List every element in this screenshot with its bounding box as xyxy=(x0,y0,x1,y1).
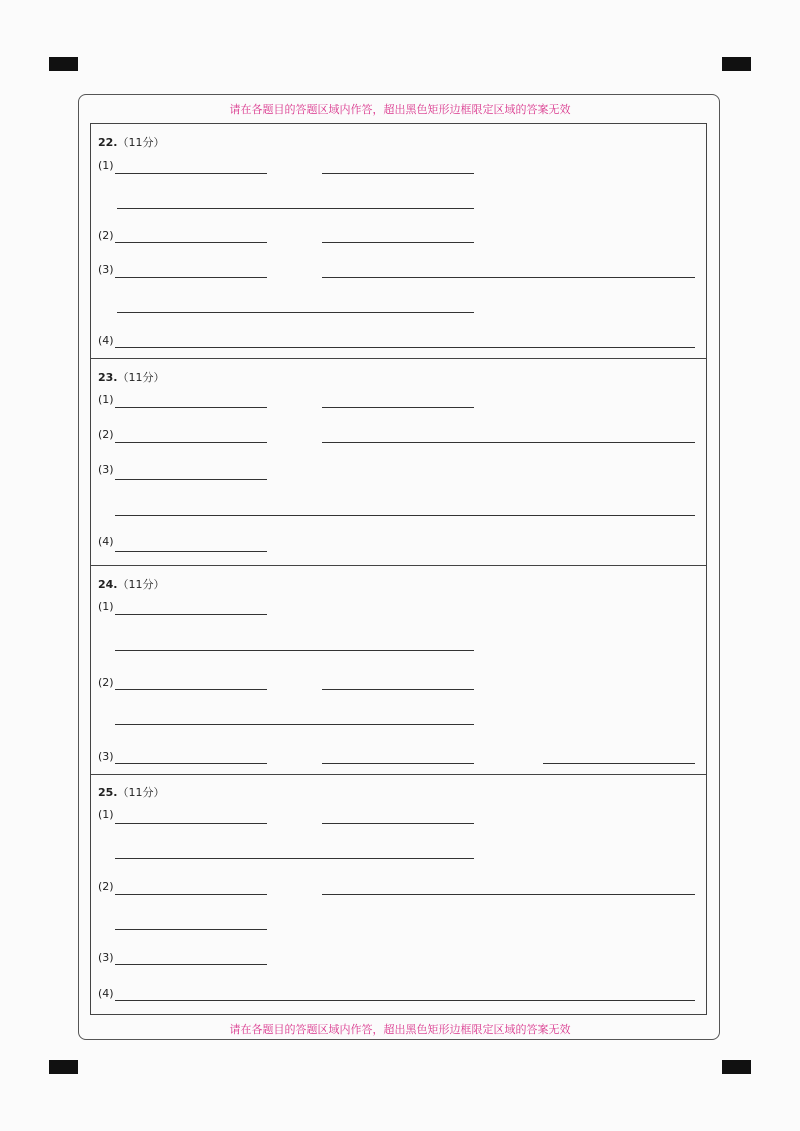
section-divider xyxy=(90,774,707,775)
part-label: (4) xyxy=(98,334,114,347)
answer-line[interactable] xyxy=(115,894,267,895)
answer-line[interactable] xyxy=(115,407,267,408)
part-label: (1) xyxy=(98,808,114,821)
part-label: (4) xyxy=(98,987,114,1000)
answer-line[interactable] xyxy=(117,208,474,209)
part-label: (2) xyxy=(98,229,114,242)
part-label: (2) xyxy=(98,428,114,441)
answer-line[interactable] xyxy=(322,442,695,443)
part-label: (3) xyxy=(98,750,114,763)
answer-line[interactable] xyxy=(322,277,695,278)
answer-line[interactable] xyxy=(115,763,267,764)
answer-line[interactable] xyxy=(115,277,267,278)
part-label: (2) xyxy=(98,676,114,689)
part-label: (1) xyxy=(98,393,114,406)
question-title xyxy=(98,369,165,385)
question-number: 25. xyxy=(98,786,118,799)
answer-line[interactable] xyxy=(115,823,267,824)
registration-mark-bottom-left xyxy=(49,1060,78,1074)
answer-line[interactable] xyxy=(322,894,695,895)
part-label: (3) xyxy=(98,951,114,964)
question-points: （11分） xyxy=(117,371,165,384)
registration-mark-top-right xyxy=(722,57,751,71)
answer-line[interactable] xyxy=(115,929,267,930)
answer-line[interactable] xyxy=(115,1000,695,1001)
answer-line[interactable] xyxy=(115,689,267,690)
answer-line[interactable] xyxy=(115,479,267,480)
question-points: （11分） xyxy=(117,578,165,591)
answer-line[interactable] xyxy=(322,823,474,824)
answer-line[interactable] xyxy=(115,442,267,443)
part-label: (2) xyxy=(98,880,114,893)
answer-line[interactable] xyxy=(115,173,267,174)
part-label: (1) xyxy=(98,600,114,613)
question-title xyxy=(98,134,165,150)
answer-line[interactable] xyxy=(115,650,474,651)
answer-line[interactable] xyxy=(322,689,474,690)
part-label: (3) xyxy=(98,263,114,276)
answer-line[interactable] xyxy=(322,242,474,243)
answer-line[interactable] xyxy=(115,724,474,725)
answer-line[interactable] xyxy=(115,858,474,859)
answer-line[interactable] xyxy=(115,551,267,552)
part-label: (1) xyxy=(98,159,114,172)
section-divider xyxy=(90,565,707,566)
answer-line[interactable] xyxy=(115,614,267,615)
registration-mark-bottom-right xyxy=(722,1060,751,1074)
answer-line[interactable] xyxy=(543,763,695,764)
warning-text-bottom: 请在各题目的答题区域内作答，超出黑色矩形边框限定区域的答案无效 xyxy=(229,1023,571,1036)
warning-text-top: 请在各题目的答题区域内作答，超出黑色矩形边框限定区域的答案无效 xyxy=(229,103,571,116)
answer-line[interactable] xyxy=(322,763,474,764)
question-title xyxy=(98,576,165,592)
question-number: 22. xyxy=(98,136,118,149)
answer-line[interactable] xyxy=(115,515,695,516)
registration-mark-top-left xyxy=(49,57,78,71)
part-label: (3) xyxy=(98,463,114,476)
question-title xyxy=(98,784,165,800)
answer-line[interactable] xyxy=(115,347,695,348)
answer-line[interactable] xyxy=(117,312,474,313)
question-points: （11分） xyxy=(117,136,165,149)
part-label: (4) xyxy=(98,535,114,548)
section-divider xyxy=(90,358,707,359)
answer-line[interactable] xyxy=(115,242,267,243)
question-number: 23. xyxy=(98,371,118,384)
answer-area-frame xyxy=(90,123,707,1015)
answer-line[interactable] xyxy=(322,173,474,174)
question-points: （11分） xyxy=(117,786,165,799)
answer-line[interactable] xyxy=(115,964,267,965)
answer-line[interactable] xyxy=(322,407,474,408)
question-number: 24. xyxy=(98,578,118,591)
